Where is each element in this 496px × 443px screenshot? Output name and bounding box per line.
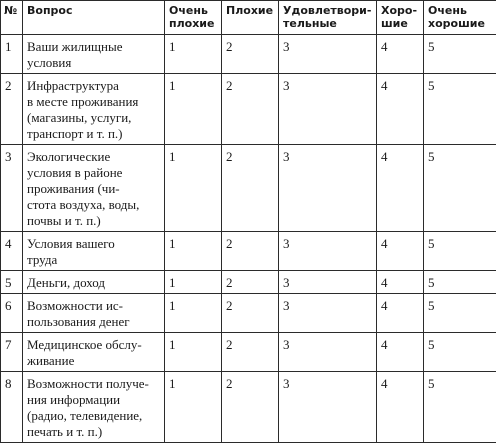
score-very-bad: 1: [165, 145, 222, 232]
table-row: [1, 145, 496, 232]
row-number: 2: [1, 74, 23, 145]
score-very-good: 5: [424, 232, 496, 271]
table-row: [1, 35, 496, 74]
score-very-bad: 1: [165, 372, 222, 443]
row-question: Возможности получе- ния информации (радио, телевидение, печать и т. п.): [23, 372, 165, 443]
score-bad: 2: [222, 232, 279, 271]
row-number: 3: [1, 145, 23, 232]
score-very-bad: 1: [165, 232, 222, 271]
score-good: 4: [377, 372, 424, 443]
score-satisfactory: 3: [279, 372, 377, 443]
row-question: Ваши жилищные условия: [23, 35, 165, 74]
score-very-bad: 1: [165, 294, 222, 333]
header-satisfactory: Удовлетвори- тельные: [279, 1, 377, 35]
row-question: Медицинское обслу- живание: [23, 333, 165, 372]
score-good: 4: [377, 232, 424, 271]
score-very-good: 5: [424, 294, 496, 333]
score-very-bad: 1: [165, 74, 222, 145]
score-satisfactory: 3: [279, 333, 377, 372]
score-good: 4: [377, 294, 424, 333]
row-number: 1: [1, 35, 23, 74]
row-number: 4: [1, 232, 23, 271]
score-very-good: 5: [424, 145, 496, 232]
score-very-bad: 1: [165, 35, 222, 74]
row-number: 8: [1, 372, 23, 443]
header-number: №: [1, 1, 23, 35]
table-row: [1, 372, 496, 443]
row-question: Инфраструктура в месте проживания (магазины, услуги, транспорт и т. п.): [23, 74, 165, 145]
score-very-good: 5: [424, 74, 496, 145]
score-satisfactory: 3: [279, 232, 377, 271]
score-good: 4: [377, 35, 424, 74]
score-bad: 2: [222, 271, 279, 294]
score-good: 4: [377, 74, 424, 145]
table-row: [1, 294, 496, 333]
header-very-bad: Очень плохие: [165, 1, 222, 35]
score-bad: 2: [222, 294, 279, 333]
score-good: 4: [377, 333, 424, 372]
header-row: [1, 1, 496, 35]
score-very-good: 5: [424, 372, 496, 443]
row-number: 7: [1, 333, 23, 372]
score-bad: 2: [222, 74, 279, 145]
score-good: 4: [377, 271, 424, 294]
table-row: [1, 74, 496, 145]
table-row: [1, 333, 496, 372]
score-very-good: 5: [424, 333, 496, 372]
score-bad: 2: [222, 145, 279, 232]
table-header: [1, 1, 496, 35]
header-question: Вопрос: [23, 1, 165, 35]
score-satisfactory: 3: [279, 35, 377, 74]
row-question: Условия вашего труда: [23, 232, 165, 271]
score-very-bad: 1: [165, 271, 222, 294]
score-very-good: 5: [424, 35, 496, 74]
header-bad: Плохие: [222, 1, 279, 35]
score-satisfactory: 3: [279, 271, 377, 294]
row-question: Деньги, доход: [23, 271, 165, 294]
score-satisfactory: 3: [279, 294, 377, 333]
score-bad: 2: [222, 333, 279, 372]
table-row: [1, 232, 496, 271]
row-question: Возможности ис- пользования денег: [23, 294, 165, 333]
table-body: [1, 35, 496, 443]
score-good: 4: [377, 145, 424, 232]
score-satisfactory: 3: [279, 145, 377, 232]
table-row: [1, 271, 496, 294]
score-very-good: 5: [424, 271, 496, 294]
header-good: Хоро- шие: [377, 1, 424, 35]
row-question: Экологические условия в районе проживания (чи- стота воздуха, воды, почвы и т. п.): [23, 145, 165, 232]
score-bad: 2: [222, 372, 279, 443]
header-very-good: Очень хорошие: [424, 1, 496, 35]
score-satisfactory: 3: [279, 74, 377, 145]
score-very-bad: 1: [165, 333, 222, 372]
score-bad: 2: [222, 35, 279, 74]
row-number: 6: [1, 294, 23, 333]
row-number: 5: [1, 271, 23, 294]
